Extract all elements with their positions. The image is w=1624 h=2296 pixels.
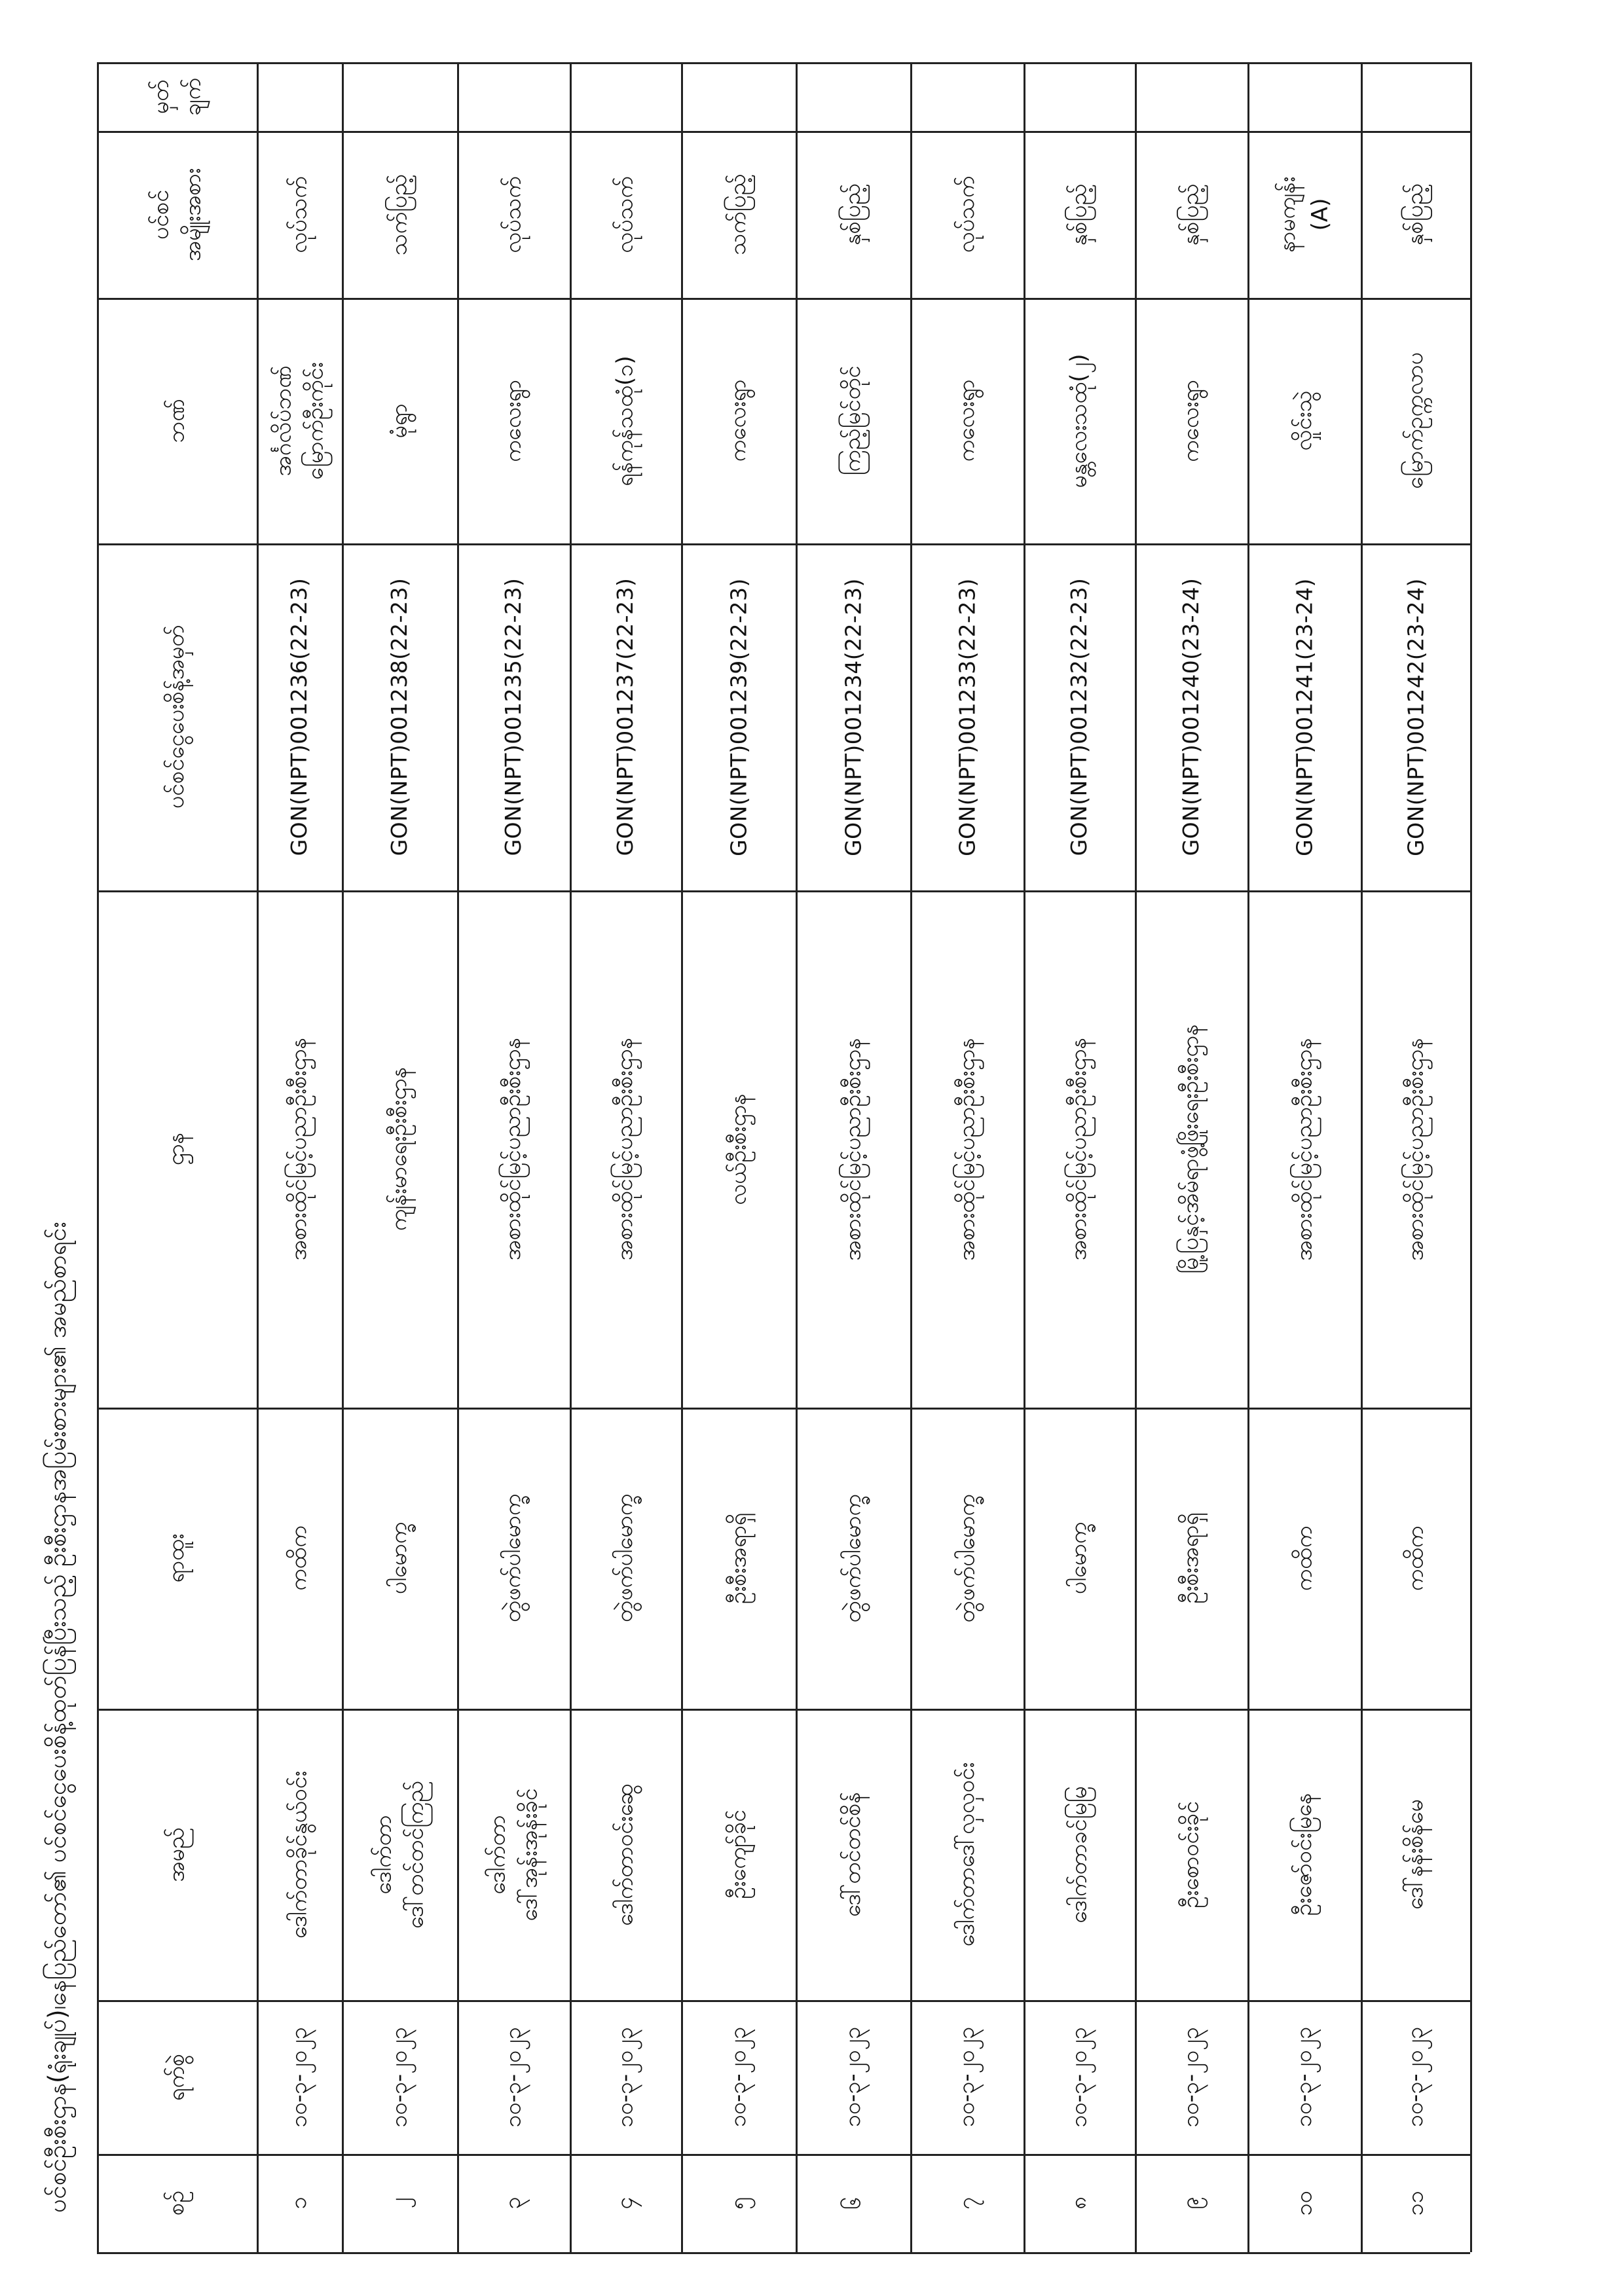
- cell-township: ကလေးရွာ: [1177, 379, 1204, 462]
- cell-date: ၁၀-၃-၂၀၂၃: [839, 2026, 866, 2128]
- cell-township: ကလေးရွာ: [724, 379, 751, 462]
- cell-order-no: GON(NPT)001241(23-24): [1291, 577, 1317, 856]
- cell-name: ဒေါက်တာ ဒေါ်အုန်းအုန်းခိုင်: [483, 1787, 542, 1922]
- cell-department: လယ်ဦးစီးဌာန: [724, 1093, 751, 1205]
- cell-date: ၁၀-၃-၂၀၂၃: [724, 2026, 751, 2128]
- cell-no: ၄: [612, 2196, 638, 2210]
- cell-order-no: GON(NPT)001238(22-23): [386, 577, 413, 856]
- cell-rank: တွဲဖက်ပါမောက္ခ: [500, 1493, 526, 1623]
- cell-township: မန္တလေးသထုံ(၂): [1065, 354, 1092, 488]
- cell-no: ၂: [386, 2197, 413, 2209]
- cell-name: ဒေါက်တာ ဒေါ်တင်တင်ကြည်: [369, 1780, 428, 1929]
- cell-township: မြောက်ဥက္ကလာပ: [1401, 352, 1428, 489]
- cell-department: အစားထိုင်မြင့်ပညာဦးစီးဌာန: [953, 1037, 980, 1261]
- cell-no: ၆: [839, 2196, 866, 2210]
- cell-order-no: GON(NPT)001232(22-23): [1066, 577, 1092, 856]
- header-date: ရက်စွဲ: [163, 2053, 190, 2101]
- cell-name: ဒေါက်တာဒေါ်လှလှဝင်း: [953, 1762, 980, 1947]
- cell-no: ၇: [953, 2196, 980, 2210]
- cell-pension-type: လုပ်သက်: [953, 175, 980, 253]
- cell-pension-type: လုပ်သက်: [500, 175, 526, 253]
- cell-no: ၁၀: [1290, 2190, 1317, 2216]
- cell-rank: တွဲဖက်ပါမောက္ခ: [839, 1493, 866, 1623]
- cell-pension-type: လုပ်သက်: [612, 175, 638, 253]
- cell-date: ၁၀-၃-၂၀၂၃: [1065, 2026, 1092, 2128]
- cell-date: ၁၀-၃-၂၀၂၃: [1290, 2026, 1317, 2128]
- cell-date: ၁၀-၃-၂၀၂၃: [1177, 2026, 1204, 2128]
- cell-department: မြို့ပြနှင့်အိမ်ရာဖွံ့ဖြိုးရေးဦးစီးဌာန: [1177, 1024, 1204, 1274]
- cell-department: အစားထိုင်မြင့်ပညာဦးစီးဌာန: [286, 1037, 312, 1261]
- header-township: ဘဏ်: [163, 399, 190, 443]
- cell-name: ဒေါ်နန်းစိန်မေ: [1401, 1799, 1428, 1910]
- cell-order-no: GON(NPT)001233(22-23): [953, 577, 980, 856]
- header-name: အမည်: [163, 1827, 190, 1882]
- cell-pension-type: နှစ်ပြည့်: [1401, 183, 1428, 246]
- cell-order-no: GON(NPT)001240(23-24): [1178, 577, 1204, 856]
- cell-no: ၉: [1177, 2196, 1204, 2210]
- cell-pension-type: သက်ပြည့်: [724, 173, 751, 255]
- cell-rank: ကထိက: [286, 1525, 312, 1591]
- header-department: ဌာန: [163, 1132, 190, 1166]
- cell-name: ဦးစောဝင်းခိုင်: [1177, 1800, 1204, 1908]
- cell-rank: ဦးစီးအရာရှိ: [724, 1512, 751, 1604]
- header-rank: ရာထူး: [163, 1533, 190, 1583]
- cell-no: ၈: [1065, 2196, 1092, 2210]
- cell-order-no: GON(NPT)001239(22-23): [725, 577, 751, 856]
- document-title: ပင်စင်ဦးစီးဌာန(ရုံးချုပ်)၊နေပြည်တော်၏ ပင်စင်ငွေပေးစိန့်ထုတ်ပြန်ပြီးသည့် ဦးစီးဌာနအပြမ်းစားများ၏ အမည်စာရင်း: [43, 1222, 71, 2213]
- cell-name: ဦးကျော်ခိုင်: [724, 1810, 751, 1899]
- cell-township: ကြည့်မြင်တိုင်: [839, 365, 866, 476]
- cell-date: ၁၀-၃-၂၀၂၃: [953, 2026, 980, 2128]
- cell-date: ၁၀-၃-၂၀၂၃: [286, 2026, 312, 2128]
- cell-order-no: GON(NPT)001237(22-23): [612, 577, 638, 856]
- cell-no: ၁: [286, 2196, 312, 2210]
- cell-rank: ပါမောက္ခ: [386, 1522, 413, 1595]
- cell-date: ၁၀-၃-၂၀၂၃: [612, 2026, 638, 2128]
- cell-rank: တွဲဖက်ပါမောက္ခ: [953, 1493, 980, 1623]
- cell-order-no: GON(NPT)001234(22-23): [840, 577, 866, 856]
- cell-rank: တွဲဖက်ပါမောက္ခ: [612, 1493, 638, 1623]
- cell-department: ကျန်းမာရေးဦးစီးဌာန: [386, 1066, 413, 1231]
- cell-order-no: GON(NPT)001242(23-24): [1402, 577, 1428, 856]
- table-gridline: [97, 62, 1470, 64]
- cell-department: အစားထိုင်မြင့်ပညာဦးစီးဌာန: [1401, 1037, 1428, 1261]
- cell-pension-type: နှစ်ပြည့်: [839, 183, 866, 246]
- cell-no: ၁၁: [1401, 2190, 1428, 2216]
- cell-pension-type: နှစ်ပြည့်: [1065, 183, 1092, 246]
- cell-date: ၁၀-၃-၂၀၂၃: [500, 2026, 526, 2128]
- cell-name: ဒေါက်တာဝင်းဆွေ: [612, 1783, 638, 1926]
- cell-pension-type: နှစ်ပြည့်: [1177, 183, 1204, 246]
- cell-pension-type: သက်ပြည့်: [386, 173, 413, 255]
- cell-rank: ပါမောက္ခ: [1065, 1522, 1092, 1595]
- cell-township: မုံရွာ: [386, 403, 413, 438]
- cell-rank: ကထိက: [1401, 1525, 1428, 1591]
- cell-rank: ဦးစီးအရာရှိ: [1177, 1512, 1204, 1604]
- cell-department: အစားထိုင်မြင့်ပညာဦးစီးဌာန: [500, 1037, 526, 1261]
- cell-order-no: GON(NPT)001235(22-23): [500, 577, 526, 856]
- cell-order-no: GON(NPT)001236(22-23): [286, 577, 312, 856]
- header-remark: မှတ် ချက်: [147, 77, 206, 116]
- cell-township: လှိုင်းသွဲ: [1290, 390, 1317, 451]
- cell-rank: ကထိက: [1290, 1525, 1317, 1591]
- cell-township: အင်္ဂလိပ်ဘဏ် မြောက်ဦးကိုင်း: [269, 361, 328, 480]
- cell-department: အစားထိုင်မြင့်ပညာဦးစီးဌာန: [1065, 1037, 1092, 1261]
- cell-name: ဦးဇော်ဝင်းမြနေ: [1290, 1793, 1317, 1916]
- cell-no: ၅: [724, 2196, 751, 2210]
- cell-name: ဒေါက်တာခင်မြမြ: [1065, 1785, 1092, 1923]
- cell-department: အစားထိုင်မြင့်ပညာဦးစီးဌာန: [1290, 1037, 1317, 1261]
- cell-date: ၁၀-၃-၂၀၂၃: [386, 2026, 413, 2128]
- cell-township: ကလေးရွာ: [953, 379, 980, 462]
- cell-department: အစားထိုင်မြင့်ပညာဦးစီးဌာန: [839, 1037, 866, 1261]
- cell-township: ရန်ကုန်သထုံ(၁): [612, 355, 638, 486]
- cell-no: ၃: [500, 2196, 526, 2210]
- cell-date: ၁၀-၃-၂၀၂၃: [1401, 2026, 1428, 2128]
- cell-pension-type: နာမကျန်း (A): [1274, 176, 1333, 253]
- cell-pension-type: လုပ်သက်: [286, 175, 312, 253]
- header-no: စဉ်: [163, 2191, 190, 2215]
- header-pension-type: ပင်စင် အမျိုးအစား: [147, 168, 206, 261]
- cell-name: ဒေါ်တင်တင်စိန်: [839, 1792, 866, 1917]
- header-order-no: ပင်စင်ငွေပေးစိန့်အမှတ်: [163, 625, 190, 809]
- cell-name: ဒေါက်တာခိုင်နွယ်ဝင်း: [286, 1770, 312, 1939]
- cell-township: ကလေးရွာ: [500, 379, 526, 462]
- cell-department: အစားထိုင်မြင့်ပညာဦးစီးဌာန: [612, 1037, 638, 1261]
